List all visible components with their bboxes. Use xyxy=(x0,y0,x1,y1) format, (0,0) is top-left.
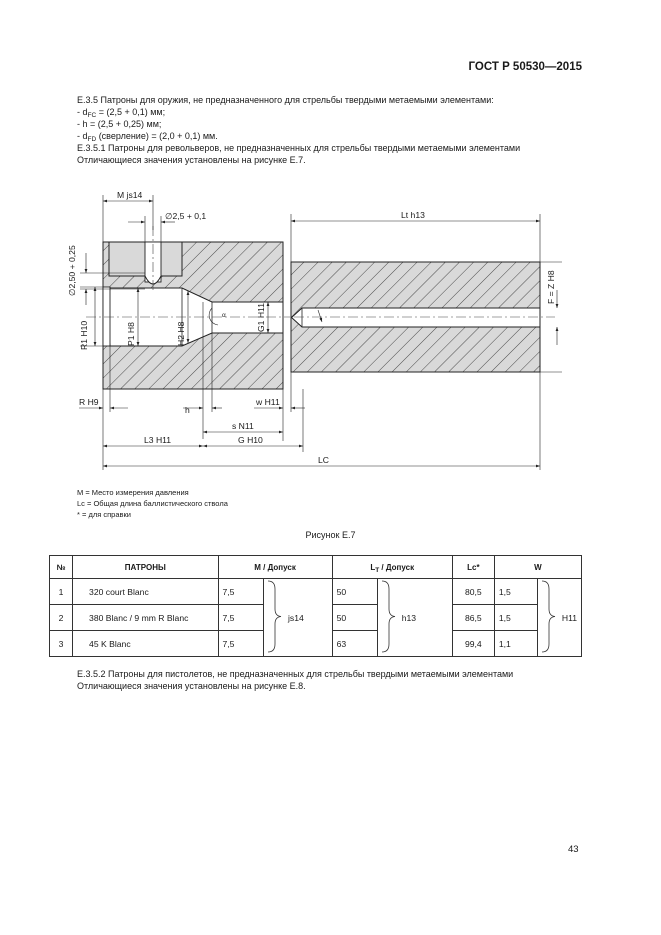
spec-item-h: - h = (2,5 + 0,25) мм; xyxy=(77,119,162,129)
dim-label-r1: R1 H10 xyxy=(79,320,89,350)
dim-label-h2: H2 H8 xyxy=(176,321,186,346)
cell-cartridge: 380 Blanc / 9 mm R Blanc xyxy=(73,605,218,631)
cell-cartridge: 45 K Blanc xyxy=(73,631,218,657)
dim-label-g1: G1 H11 xyxy=(256,303,266,332)
brace-icon xyxy=(380,579,400,654)
spec-item-dfd: - $d_{FD}$ (сверление) = (2,0 + 0,1) мм. xyxy=(77,131,218,143)
dim-label-lc: LC xyxy=(318,455,329,465)
subsection-heading: E.3.5.1 Патроны для револьверов, не предназначенных для стрельбы твердыми метаемыми элементами xyxy=(77,143,521,153)
cell-lt: 50 xyxy=(332,579,377,605)
cell-cartridge: 320 court Blanc xyxy=(73,579,218,605)
cell-lt: 63 xyxy=(332,631,377,657)
col-header-lc: Lc* xyxy=(452,556,494,579)
cell-w-tolerance: H11 xyxy=(537,579,581,657)
cell-lc: 99,4 xyxy=(452,631,494,657)
dim-label-lt: Lt h13 xyxy=(401,210,425,220)
cell-m: 7,5 xyxy=(218,631,263,657)
table-header-row xyxy=(50,556,582,579)
dim-label-w: w H11 xyxy=(256,397,280,407)
col-header-m: M / Допуск xyxy=(218,556,332,579)
col-header-w: W xyxy=(494,556,581,579)
brace-icon xyxy=(266,579,286,654)
cell-m-tolerance: js14 xyxy=(263,579,332,657)
cell-no: 2 xyxy=(50,605,73,631)
figure-reference-text-e8: Отличающиеся значения установлены на рисунке E.8. xyxy=(77,681,306,691)
dim-label-fz: F = Z H8 xyxy=(546,270,556,304)
cell-lt-tolerance: h13 xyxy=(377,579,452,657)
section-heading: E.3.5 Патроны для оружия, не предназначенного для стрельбы твердыми метаемыми элементами: xyxy=(77,95,494,105)
angle-mark: α xyxy=(222,312,226,319)
cell-lc: 86,5 xyxy=(452,605,494,631)
cell-w: 1,5 xyxy=(494,579,537,605)
dim-label-p1: P1 H8 xyxy=(126,322,136,346)
cell-lt: 50 xyxy=(332,605,377,631)
figure-reference-text: Отличающиеся значения установлены на рисунке E.7. xyxy=(77,155,306,165)
col-header-cartridges: ПАТРОНЫ xyxy=(73,556,218,579)
document-code: ГОСТ Р 50530—2015 xyxy=(468,61,582,73)
cell-m: 7,5 xyxy=(218,605,263,631)
technical-drawing xyxy=(0,180,661,480)
cell-no: 1 xyxy=(50,579,73,605)
dim-label-h: h xyxy=(185,405,190,415)
col-header-no: № xyxy=(50,556,73,579)
cell-w: 1,1 xyxy=(494,631,537,657)
cell-no: 3 xyxy=(50,631,73,657)
dim-label-g: G H10 xyxy=(238,435,263,445)
legend-item-m: M = Место измерения давления xyxy=(77,488,189,497)
table-row xyxy=(50,579,582,605)
dim-label-bore-diameter: ∅2,50 + 0,25 xyxy=(67,245,77,296)
parameters-table xyxy=(49,555,582,657)
dim-label-hole-diameter: ∅2,5 + 0,1 xyxy=(165,211,207,221)
cell-lc: 80,5 xyxy=(452,579,494,605)
spec-item-dfc: - $d_{FC} = (2,5 + 0,1)$ мм; xyxy=(77,107,166,119)
legend-item-lc: Lc = Общая длина баллистического ствола xyxy=(77,499,228,508)
page-number: 43 xyxy=(568,844,579,855)
cell-w: 1,5 xyxy=(494,605,537,631)
dim-label-r: R H9 xyxy=(79,397,99,407)
dim-label-l3: L3 H11 xyxy=(144,435,172,445)
figure-caption: Рисунок E.7 xyxy=(305,530,356,540)
cell-m: 7,5 xyxy=(218,579,263,605)
dim-label-s: s N11 xyxy=(232,421,254,431)
dim-label-m: M js14 xyxy=(117,190,143,200)
subsection-heading-pistols: E.3.5.2 Патроны для пистолетов, не предназначенных для стрельбы твердыми метаемыми элементами xyxy=(77,669,514,679)
brace-icon xyxy=(540,579,560,654)
col-header-lt: $L_T$ / Допуск xyxy=(332,556,452,579)
legend-item-reference: * = для справки xyxy=(77,510,131,519)
